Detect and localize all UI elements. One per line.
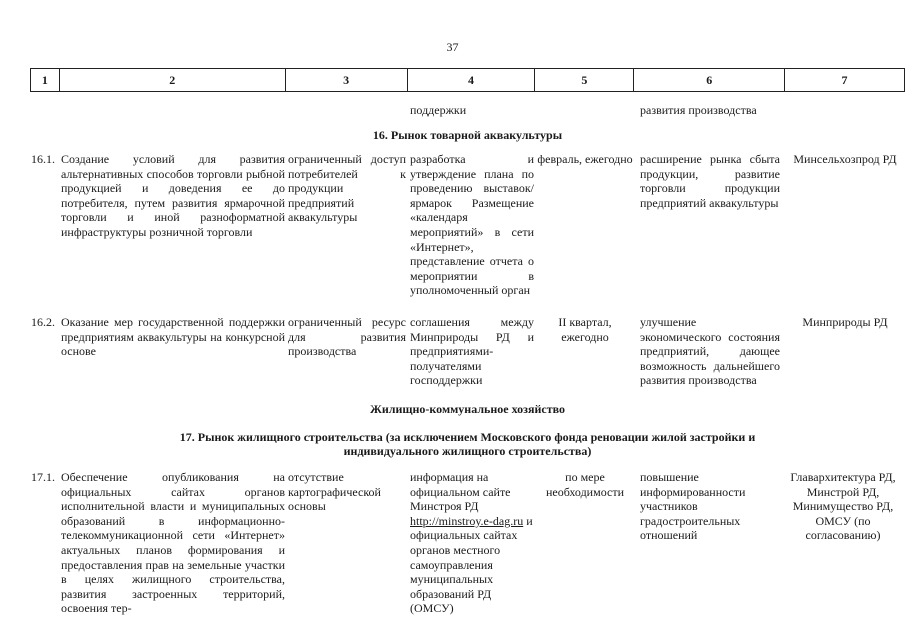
- measure-cell: Обеспечение опубликования на официальных сайтах органов исполнительной власти и муниципальных образований в информационно-телекоммуникационной сети «Интернет» актуальных планов формирования и предоставления прав на земельные участки в целях жилищного строительства, развития застроенных территорий, освоения тер-: [61, 470, 285, 616]
- row-number: 17.1.: [31, 470, 55, 484]
- result-cell: [410, 470, 534, 616]
- measure-cell: Оказание мер государственной поддержки предприятиям аквакультуры на конкурсной основе: [61, 315, 285, 359]
- row-number: 16.1.: [31, 152, 55, 166]
- column-header: 6: [634, 69, 785, 92]
- column-header-row: [30, 68, 905, 92]
- page-number: 37: [446, 40, 459, 54]
- continuation-text: поддержки: [410, 103, 467, 117]
- responsible-cell: Минсельхозпрод РД: [793, 152, 897, 166]
- indicator-cell: улучшение экономического состояния предприятий, дающее возможность дальнейшего развития производства: [640, 315, 780, 388]
- indicator-cell: расширение рынка сбыта продукции, развитие торговли продукции предприятий аквакультуры: [640, 152, 780, 210]
- section-title: 16. Рынок товарной аквакультуры: [372, 128, 563, 142]
- result-cell: разработка и утверждение плана по проведению выставок/ярмарок Размещение «календаря мероприятий» в сети «Интернет», представление отчета о мероприятии в уполномоченный орган: [410, 152, 534, 298]
- result-text: и официальных сайтах органов местного самоуправления муниципальных образований РД (ОМСУ): [410, 513, 533, 616]
- column-header: 2: [59, 69, 285, 92]
- measure-cell: Создание условий для развития альтернативных способов торговли рыбной продукцией и доведения ее до потребителя, путем развития ярмарочной торговли и иной разноформатной инфраструктуры розничной торговли: [61, 152, 285, 239]
- column-header: 4: [407, 69, 535, 92]
- problem-cell: ограниченный доступ потребителей к продукции предприятий аквакультуры: [288, 152, 406, 225]
- result-cell: соглашения между Минприроды РД и предприятиями-получателями господдержки: [410, 315, 534, 388]
- indicator-cell: повышение информированности участников градостроительных отношений: [640, 470, 746, 543]
- continuation-text: развития производства: [640, 103, 757, 117]
- responsible-cell: Минприроды РД: [802, 315, 888, 329]
- problem-cell: ограниченный ресурс для развития производства: [288, 315, 406, 359]
- responsible-cell: Главархитектура РД, Минстрой РД, Минимущество РД, ОМСУ (по согласованию): [790, 470, 896, 543]
- result-text: информация на официальном сайте Минстроя РД: [410, 470, 511, 514]
- deadline-cell: по мере необходимости: [545, 470, 624, 499]
- deadline-cell: февраль, ежегодно: [537, 152, 633, 166]
- column-header: 7: [785, 69, 905, 92]
- deadline-cell: II квартал, ежегодно: [558, 315, 612, 344]
- column-header: 1: [31, 69, 60, 92]
- section-title: 17. Рынок жилищного строительства (за исключением Московского фонда реновации жилой застройки и: [179, 430, 756, 444]
- row-number: 16.2.: [31, 315, 55, 329]
- problem-cell: отсутствие картографической основы: [288, 470, 381, 514]
- category-title: Жилищно-коммунальное хозяйство: [369, 402, 566, 416]
- minstroy-link[interactable]: http://minstroy.e-dag.ru: [410, 513, 524, 528]
- column-header: 5: [535, 69, 634, 92]
- column-header: 3: [285, 69, 407, 92]
- section-title: индивидуального жилищного строительства): [343, 444, 592, 458]
